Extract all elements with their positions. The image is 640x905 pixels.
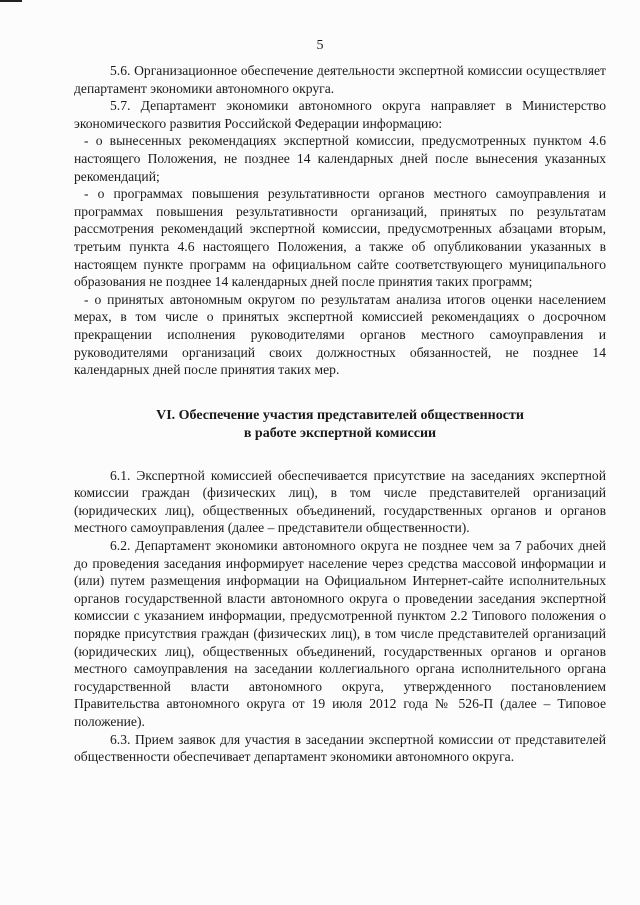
- paragraph-5-6: 5.6. Организационное обеспечение деятельности экспертной комиссии осуществляет департамент экономики автономного округа.: [74, 63, 606, 96]
- paragraph-5-7-item-measures: - о принятых автономным округом по результатам анализа итогов оценки населением мерах, в том числе о принятых экспертной комиссией рекомендациях о досрочном прекращении исполнения руководителями органов местного самоуправления и руководителями организаций своих должностных обязанностей, не позднее 14 календарных дней после принятия таких мер.: [74, 291, 606, 378]
- page-number: 5: [316, 38, 324, 53]
- section-heading-line-2: в работе экспертной комиссии: [243, 425, 437, 441]
- paragraph-6-2: 6.2. Департамент экономики автономного округа не позднее чем за 7 рабочих дней до проведения заседания информирует население через средства массовой информации и (или) путем размещения информации на Официальном Интернет-сайте исполнительных органов государственной власти автономного округа о проведении заседания экспертной комиссии с указанием информации, предусмотренной пунктом 2.2 Типового положения о порядке присутствия граждан (физических лиц), в том числе представителей организаций (юридических лиц), общественных объединений, государственных органов и органов местного самоуправления на заседании коллегиального органа исполнительного органа государственной власти автономного округа, утвержденного постановлением Правительства автономного округа от 19 июля 2012 года № 526-П (далее – Типовое положение).: [74, 538, 606, 729]
- section-heading: [74, 407, 606, 443]
- paragraph-5-7-item-recommendations: - о вынесенных рекомендациях экспертной комиссии, предусмотренных пунктом 4.6 настоящего Положения, не позднее 14 календарных дней после вынесения указанных рекомендаций;: [74, 133, 606, 184]
- document-body: [74, 62, 606, 766]
- paragraph-6-3: 6.3. Прием заявок для участия в заседании экспертной комиссии от представителей общественности обеспечивает департамент экономики автономного округа.: [74, 731, 606, 765]
- paragraph-5-7: 5.7. Департамент экономики автономного округа направляет в Министерство экономического развития Российской Федерации информацию:: [74, 98, 606, 131]
- paragraph-6-1: 6.1. Экспертной комиссией обеспечивается присутствие на заседаниях экспертной комиссии граждан (физических лиц), в том числе представителей организаций (юридических лиц), общественных объединений, государственных органов и органов местного самоуправления (далее – представители общественности).: [74, 467, 606, 536]
- scan-corner-mark: [0, 0, 22, 2]
- paragraph-5-7-item-programs: - о программах повышения результативности органов местного самоуправления и программах повышения результативности организаций, принятых по результатам рассмотрения рекомендаций экспертной комиссии, предусмотренных абзацами вторым, третьим пункта 4.6 настоящего Положения, а также об опубликовании указанных в настоящем пункте программ на официальном сайте соответствующего муниципального образования не позднее 14 календарных дней после принятия таких программ;: [74, 186, 606, 290]
- section-heading-line-1: VI. Обеспечение участия представителей общественности: [156, 407, 524, 423]
